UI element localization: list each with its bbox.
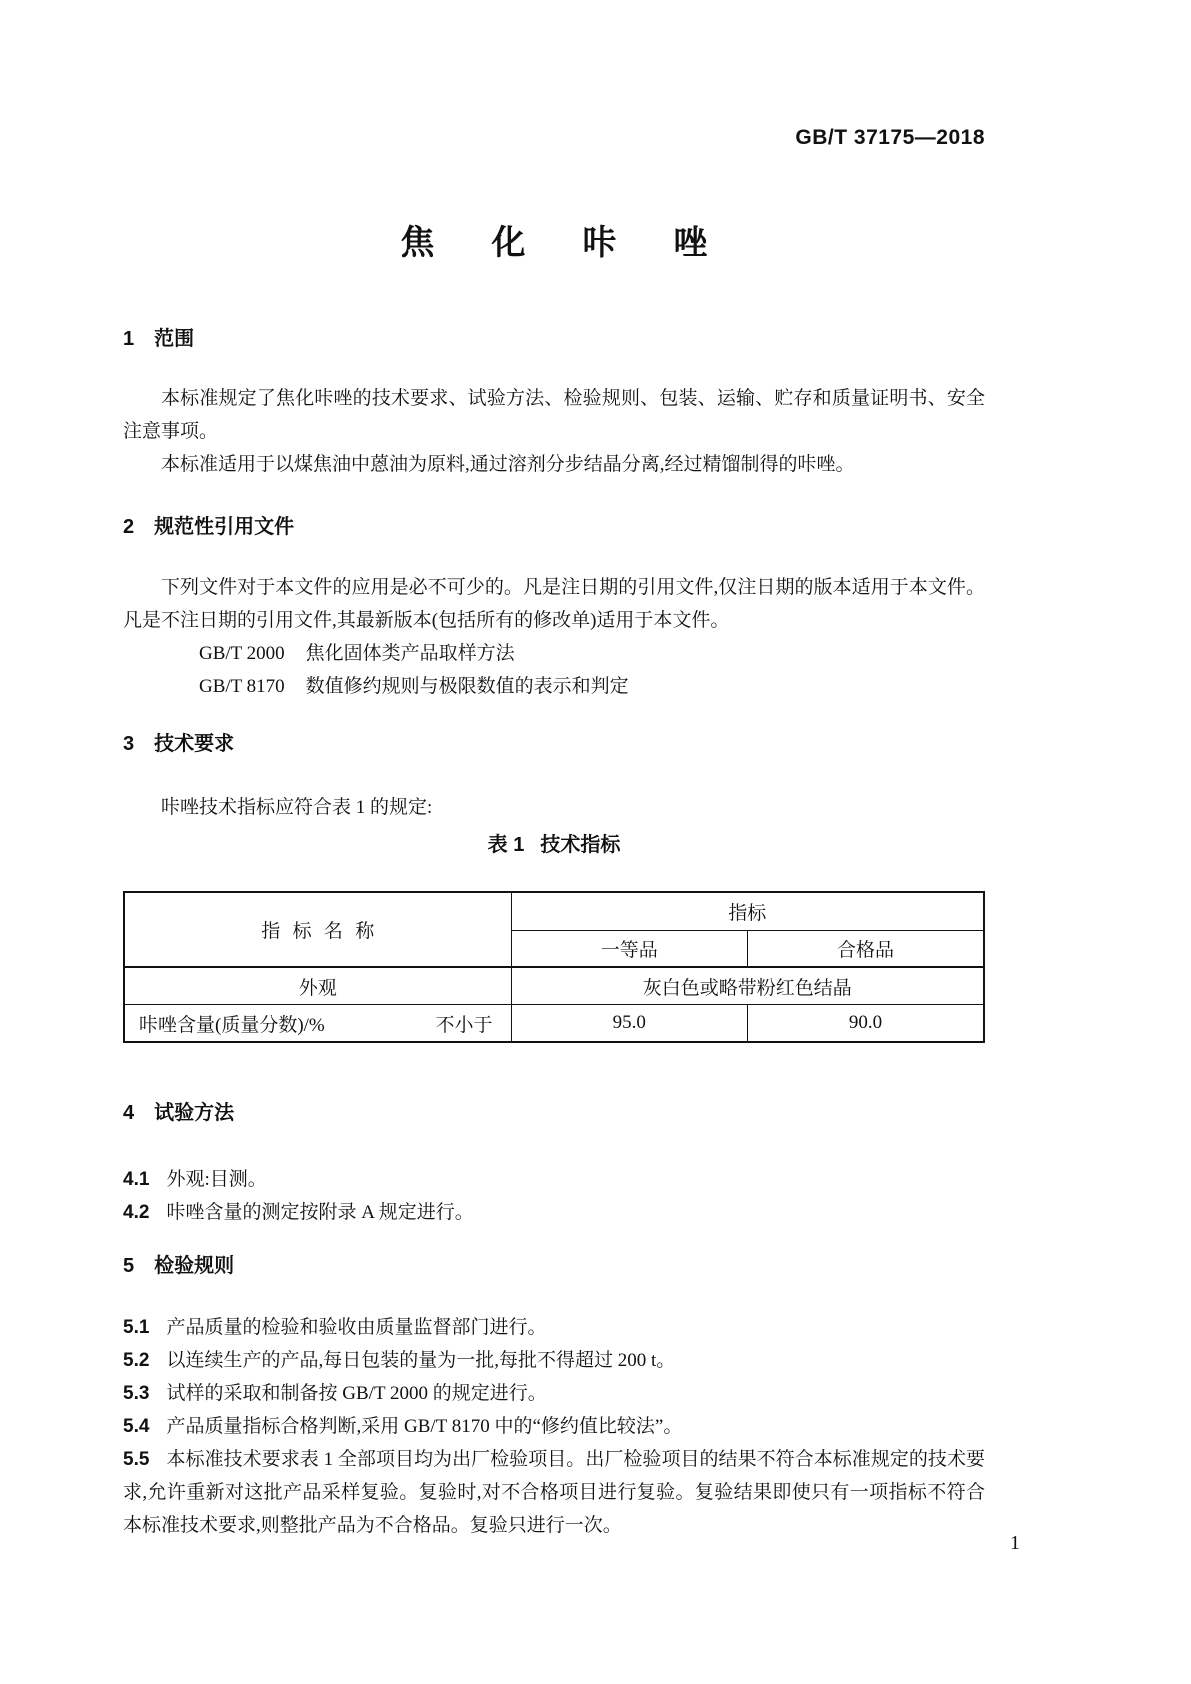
section-5-number: 5 <box>123 1255 135 1277</box>
clause-4-2-text: 咔唑含量的测定按附录 A 规定进行。 <box>166 1202 474 1223</box>
reference-title: 数值修约规则与极限数值的表示和判定 <box>305 676 629 697</box>
row-content-qualifier: 不小于 <box>435 1014 493 1036</box>
row-content-qualified: 90.0 <box>748 1005 985 1043</box>
section-2-paragraph-1: 下列文件对于本文件的应用是必不可少的。凡是注日期的引用文件,仅注日期的版本适用于本文件。凡是不注日期的引用文件,其最新版本(包括所有的修改单)适用于本文件。 <box>123 577 985 631</box>
section-5-heading <box>123 1253 985 1279</box>
clause-4-1-number: 4.1 <box>123 1169 150 1190</box>
clause-5-2 <box>123 1344 985 1377</box>
page-content <box>123 0 985 1542</box>
table-row-carbazole-content <box>124 1005 984 1043</box>
clause-5-4-number: 5.4 <box>123 1416 150 1437</box>
clause-5-3-number: 5.3 <box>123 1383 150 1404</box>
clause-4-1-text: 外观:目测。 <box>166 1169 267 1190</box>
section-4-number: 4 <box>123 1102 135 1124</box>
section-3-number: 3 <box>123 733 135 755</box>
clause-5-3 <box>123 1377 985 1410</box>
clause-5-1-text: 产品质量的检验和验收由质量监督部门进行。 <box>166 1317 547 1338</box>
clause-5-1-number: 5.1 <box>123 1317 150 1338</box>
section-1-paragraph-2: 本标准适用于以煤焦油中蒽油为原料,通过溶剂分步结晶分离,经过精馏制得的咔唑。 <box>161 454 855 475</box>
section-3-title: 技术要求 <box>154 733 235 755</box>
table-caption-title: 技术指标 <box>540 834 621 856</box>
standard-code: GB/T 37175—2018 <box>795 126 985 149</box>
clause-5-4 <box>123 1410 985 1443</box>
section-1-number: 1 <box>123 328 135 350</box>
reference-title: 焦化固体类产品取样方法 <box>305 643 515 664</box>
clause-5-2-text: 以连续生产的产品,每日包装的量为一批,每批不得超过 200 t。 <box>166 1350 676 1371</box>
clause-4-2-number: 4.2 <box>123 1202 150 1223</box>
row-content-name: 咔唑含量(质量分数)/% <box>139 1014 325 1036</box>
table-caption-label: 表 1 <box>487 834 525 856</box>
section-2-heading <box>123 514 985 540</box>
spec-table <box>123 891 985 1043</box>
section-3-heading <box>123 731 985 757</box>
clause-5-3-text: 试样的采取和制备按 GB/T 2000 的规定进行。 <box>166 1383 547 1404</box>
section-4-title: 试验方法 <box>154 1102 235 1124</box>
clause-5-5-text: 本标准技术要求表 1 全部项目均为出厂检验项目。出厂检验项目的结果不符合本标准规定的技术要求,允许重新对这批产品采样复验。复验时,对不合格项目进行复验。复验结果即使只有一项指标不符合本标准技术要求,则整批产品为不合格品。复验只进行一次。 <box>123 1449 985 1536</box>
section-4-heading <box>123 1100 985 1126</box>
section-2-number: 2 <box>123 516 135 538</box>
clause-5-5-number: 5.5 <box>123 1449 150 1470</box>
section-1-title: 范围 <box>154 328 195 350</box>
section-3-paragraph-1: 咔唑技术指标应符合表 1 的规定: <box>161 797 433 818</box>
table-header-qualified: 合格品 <box>748 931 985 968</box>
table-header-row-1 <box>124 892 984 931</box>
row-content-name-wrap <box>125 1010 511 1037</box>
normative-reference <box>123 637 985 670</box>
page-number: 1 <box>1010 1532 1020 1554</box>
clause-5-5 <box>123 1443 985 1542</box>
row-content-first-grade: 95.0 <box>511 1005 748 1043</box>
clause-5-4-text: 产品质量指标合格判断,采用 GB/T 8170 中的“修约值比较法”。 <box>166 1416 683 1437</box>
document-title: 焦 化 咔 唑 <box>400 224 708 262</box>
section-5-title: 检验规则 <box>154 1255 235 1277</box>
clause-4-2 <box>123 1196 985 1229</box>
row-appearance-value: 灰白色或略带粉红色结晶 <box>511 967 984 1005</box>
table-header-index: 指标 <box>511 892 984 931</box>
clause-4-1 <box>123 1163 985 1196</box>
section-2-title: 规范性引用文件 <box>154 516 295 538</box>
clause-5-2-number: 5.2 <box>123 1350 150 1371</box>
table-caption <box>123 832 985 858</box>
reference-code: GB/T 8170 <box>199 676 285 697</box>
row-appearance-name: 外观 <box>124 967 511 1005</box>
row-content-name-cell <box>124 1005 511 1043</box>
clause-5-1 <box>123 1311 985 1344</box>
table-header-name: 指 标 名 称 <box>124 892 511 967</box>
table-header-first-grade: 一等品 <box>511 931 748 968</box>
reference-code: GB/T 2000 <box>199 643 285 664</box>
section-1-heading <box>123 326 985 352</box>
section-1-paragraph-1: 本标准规定了焦化咔唑的技术要求、试验方法、检验规则、包装、运输、贮存和质量证明书、安全注意事项。 <box>123 388 985 442</box>
normative-reference <box>123 670 985 703</box>
table-row-appearance <box>124 967 984 1005</box>
